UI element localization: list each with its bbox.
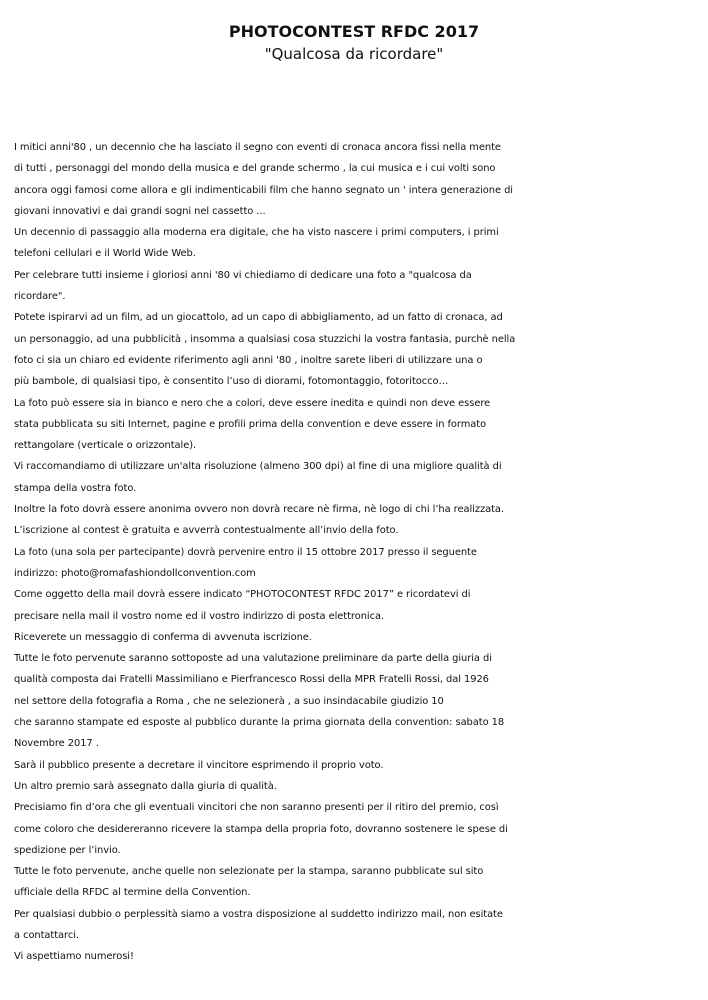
body-line: Come oggetto della mail dovrà essere indicato “PHOTOCONTEST RFDC 2017” e ricordatevi di [14, 589, 471, 601]
body-line: Per celebrare tutti insieme i gloriosi anni '80 vi chiediamo di dedicare una foto a "qualcosa da [14, 269, 472, 281]
document-title: PHOTOCONTEST RFDC 2017 [228, 22, 480, 41]
body-line: qualità composta dai Fratelli Massimiliano e Pierfrancesco Rossi della MPR Fratelli Rossi, dal 1926 [14, 674, 489, 686]
body-line: più bambole, di qualsiasi tipo, è consentito l’uso di diorami, fotomontaggio, fotoritocco… [14, 376, 449, 388]
body-line: precisare nella mail il vostro nome ed il vostro indirizzo di posta elettronica. [14, 610, 385, 622]
body-line: Potete ispirarvi ad un film, ad un giocattolo, ad un capo di abbigliamento, ad un fatto di cronaca, ad [14, 312, 503, 324]
body-line: ufficiale della RFDC al termine della Convention. [14, 887, 251, 899]
document-subtitle: "Qualcosa da ricordare" [264, 45, 444, 63]
document-body [14, 137, 704, 968]
body-line: a contattarci. [14, 929, 79, 941]
body-line: spedizione per l’invio. [14, 844, 121, 856]
body-line: telefoni cellulari e il World Wide Web. [14, 248, 196, 260]
body-line: che saranno stampate ed esposte al pubblico durante la prima giornata della convention: sabato 18 [14, 717, 505, 729]
body-line: La foto può essere sia in bianco e nero che a colori, deve essere inedita e quindi non deve essere [14, 397, 491, 409]
body-line: un personaggio, ad una pubblicità , insomma a qualsiasi cosa stuzzichi la vostra fantasia, purchè nella [14, 333, 516, 345]
body-line: Inoltre la foto dovrà essere anonima ovvero non dovrà recare nè firma, nè logo di chi l’ha realizzata. [14, 504, 504, 516]
body-line: Riceverete un messaggio di conferma di avvenuta iscrizione. [14, 631, 312, 643]
body-line: stata pubblicata su siti Internet, pagine e profili prima della convention e deve essere in formato [14, 418, 487, 430]
body-line: indirizzo: photo@romafashiondollconvention.com [14, 567, 256, 579]
body-line: La foto (una sola per partecipante) dovrà pervenire entro il 15 ottobre 2017 presso il seguente [14, 546, 477, 558]
body-line: ancora oggi famosi come allora e gli indimenticabili film che hanno segnato un ' intera generazione di [14, 184, 513, 196]
body-line: I mitici anni'80 , un decennio che ha lasciato il segno con eventi di cronaca ancora fissi nella mente [14, 142, 501, 153]
body-line: Precisiamo fin d’ora che gli eventuali vincitori che non saranno presenti per il ritiro del premio, così [14, 802, 499, 814]
body-line: Tutte le foto pervenute, anche quelle non selezionate per la stampa, saranno pubblicate sul sito [14, 866, 484, 878]
body-line: Per qualsiasi dubbio o perplessità siamo a vostra disposizione al suddetto indirizzo mail, non esitate [14, 908, 503, 920]
body-line: Sarà il pubblico presente a decretare il vincitore esprimendo il proprio voto. [14, 759, 384, 771]
body-line: di tutti , personaggi del mondo della musica e del grande schermo , la cui musica e i cui volti sono [14, 163, 496, 175]
body-line: nel settore della fotografia a Roma , che ne selezionerà , a suo insindacabile giudizio 10 [14, 695, 444, 707]
body-line: Vi aspettiamo numerosi! [14, 951, 134, 963]
body-line: foto ci sia un chiaro ed evidente riferimento agli anni '80 , inoltre sarete liberi di utilizzare una o [14, 354, 483, 366]
body-line: rettangolare (verticale o orizzontale). [14, 440, 197, 452]
body-line: Vi raccomandiamo di utilizzare un'alta risoluzione (almeno 300 dpi) al fine di una migliore qualità di [14, 461, 502, 473]
body-line: come coloro che desidereranno ricevere la stampa della propria foto, dovranno sostenere le spese di [14, 823, 508, 835]
body-line: Un altro premio sarà assegnato dalla giuria di qualità. [14, 780, 277, 792]
body-line: Novembre 2017 . [14, 738, 99, 750]
body-line: ricordare". [14, 291, 66, 303]
body-line: Un decennio di passaggio alla moderna era digitale, che ha visto nascere i primi computers, i primi [14, 227, 499, 239]
body-line: Tutte le foto pervenute saranno sottoposte ad una valutazione preliminare da parte della giuria di [14, 653, 492, 665]
body-line: giovani innovativi e dai grandi sogni nel cassetto ... [14, 205, 266, 217]
body-line: L’iscrizione al contest è gratuita e avverrà contestualmente all’invio della foto. [14, 525, 399, 537]
body-line: stampa della vostra foto. [14, 482, 137, 494]
